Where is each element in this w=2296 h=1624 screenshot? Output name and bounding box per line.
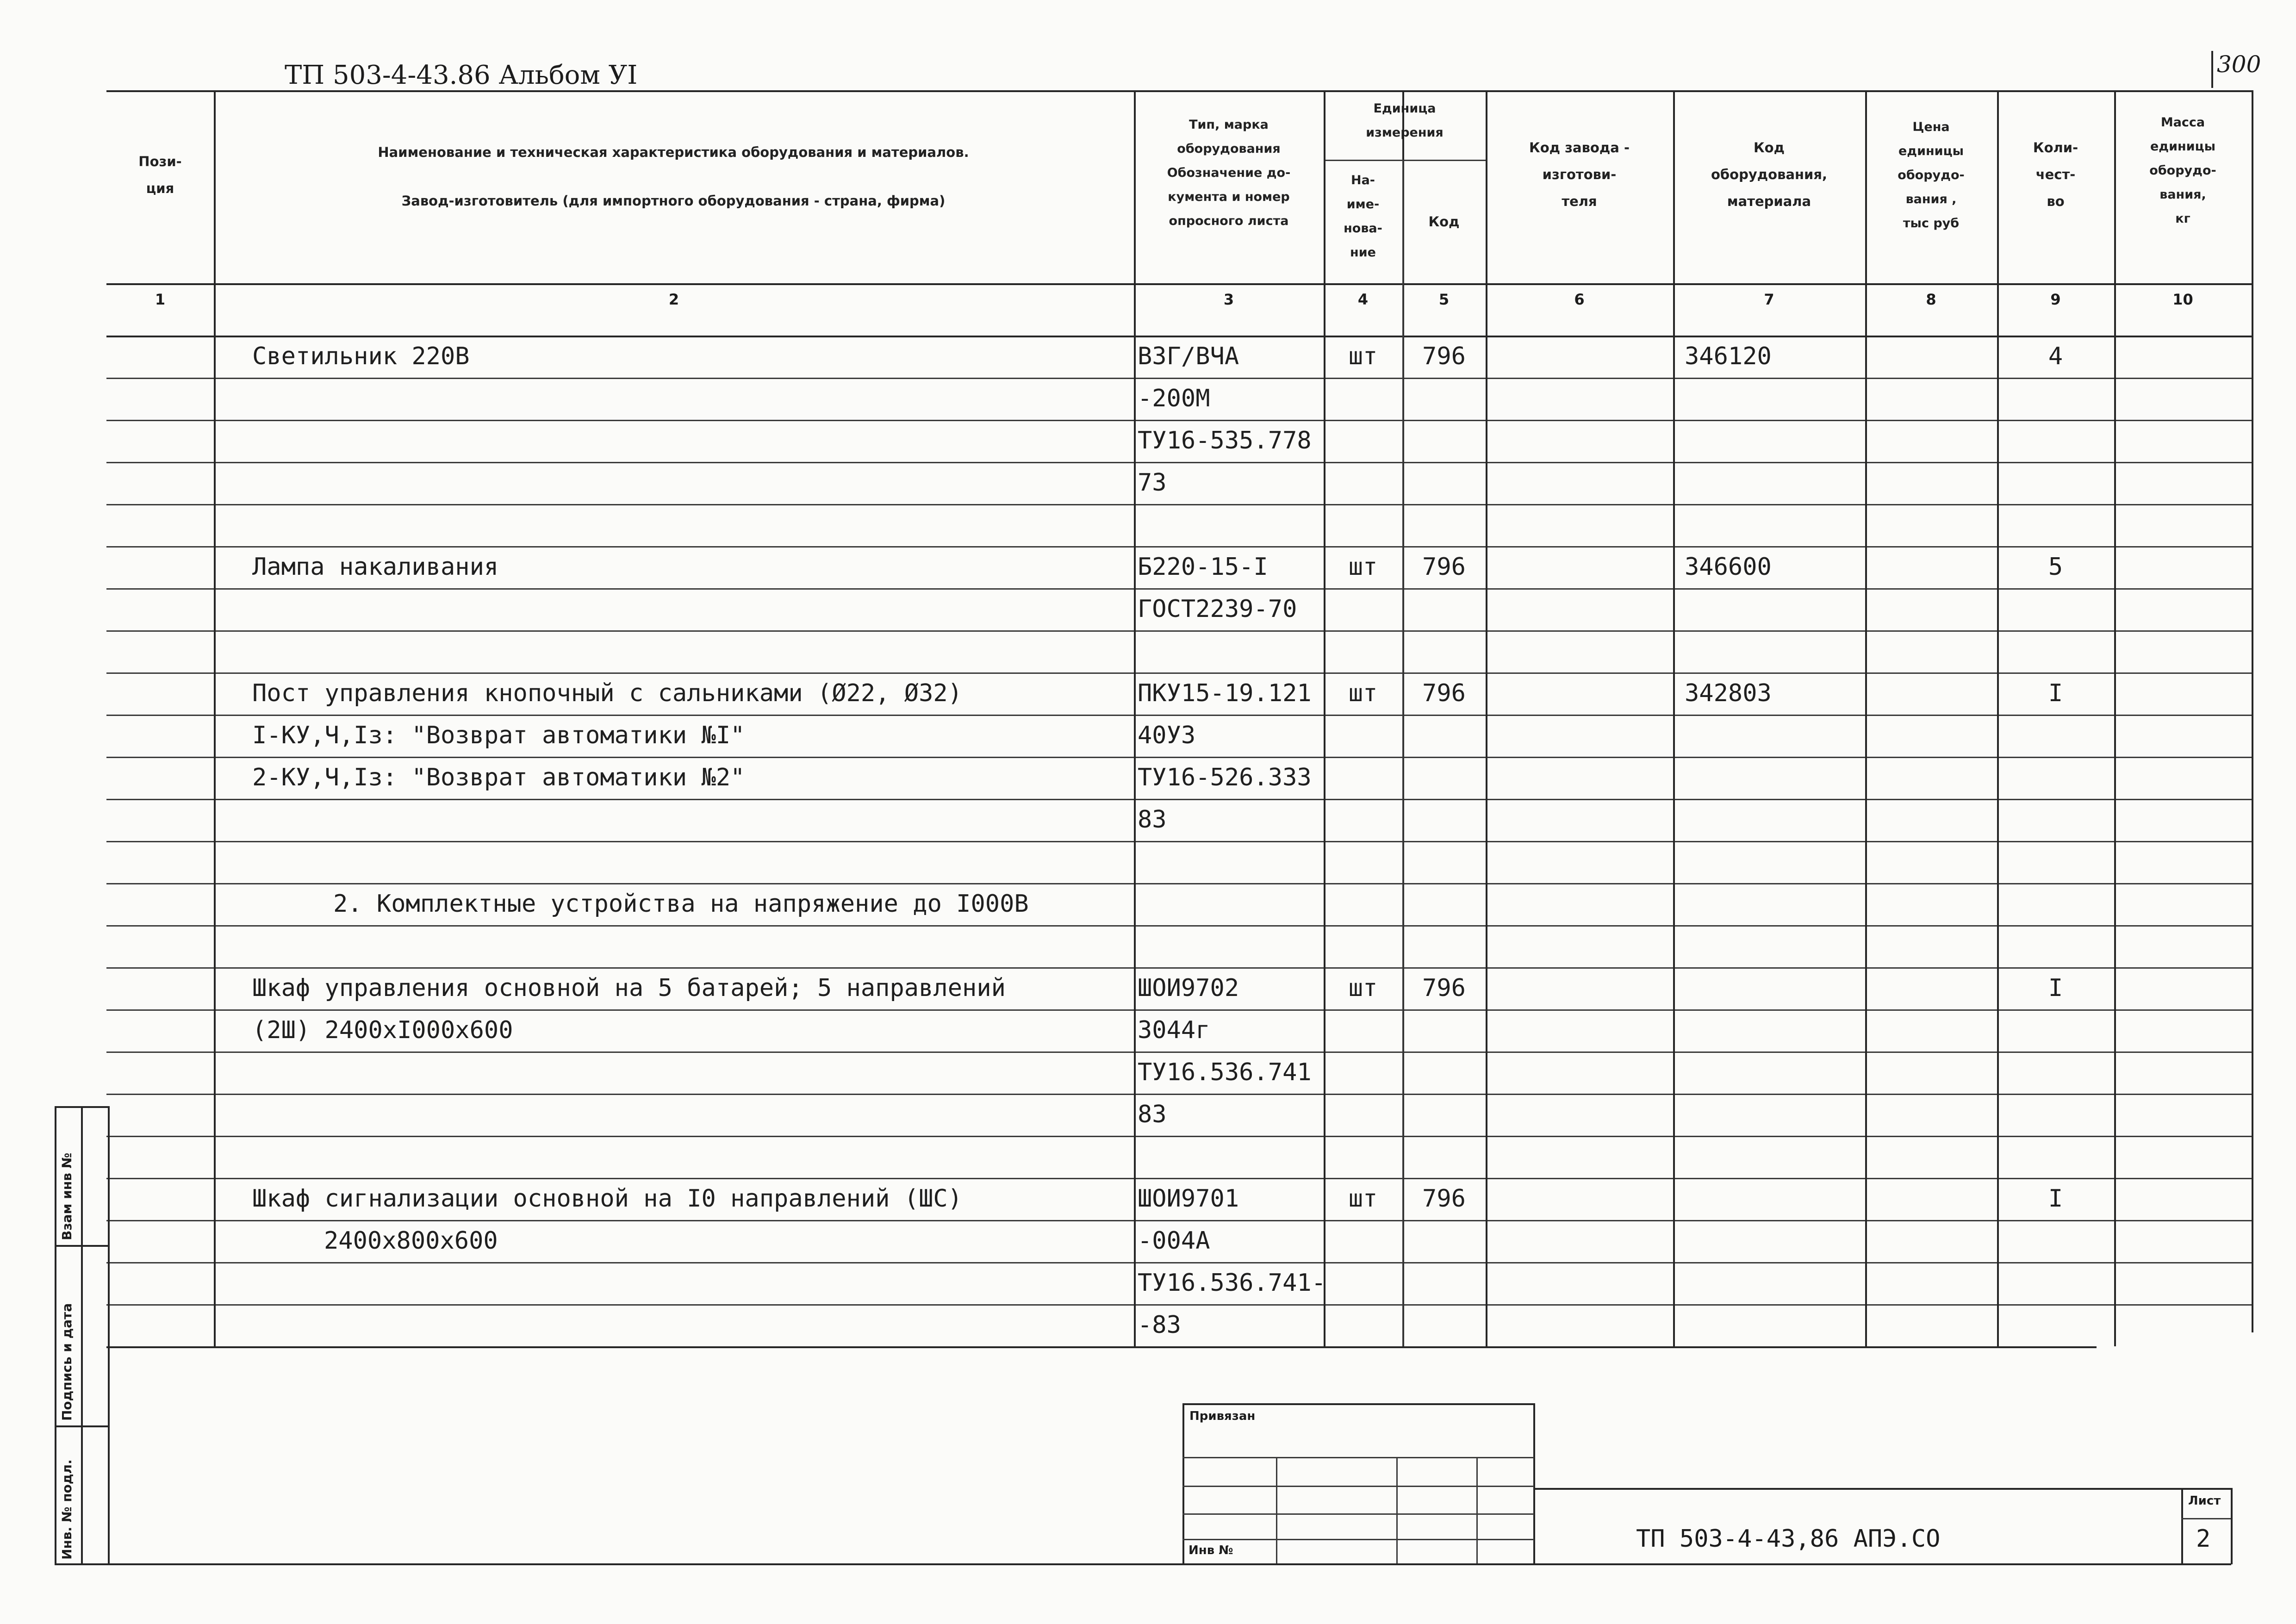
table-rule	[214, 90, 216, 1346]
sheet-label: Лист	[2188, 1494, 2221, 1508]
row-quantity: 4	[2048, 342, 2063, 370]
row-type: ШОИ9702	[1138, 974, 1239, 1002]
header-type: оборудования	[1177, 142, 1281, 156]
table-rule	[106, 925, 2252, 927]
column-number: 5	[1438, 291, 1450, 308]
table-rule	[106, 1136, 2252, 1137]
header-material-code: Код	[1753, 140, 1785, 156]
table-rule	[106, 504, 2252, 505]
header-mass: кг	[2175, 212, 2190, 226]
table-rule	[1865, 90, 1867, 1346]
row-type: ПКУ15-19.121	[1138, 679, 1312, 707]
header-type: Тип, марка	[1189, 118, 1269, 132]
table-rule	[1997, 90, 1999, 1346]
table-rule	[106, 1094, 2252, 1095]
table-rule	[1673, 90, 1675, 1346]
row-name: Пост управления кнопочный с сальниками (Ø22, Ø32)	[252, 679, 963, 707]
row-name: Светильник 220В	[252, 342, 470, 370]
row-material-code: 346120	[1685, 342, 1772, 370]
row-quantity: 5	[2048, 553, 2063, 581]
document-title: ТП 503-4-43.86 Альбом УI	[285, 60, 638, 90]
row-quantity: I	[2048, 679, 2063, 707]
row-name: Лампа накаливания	[252, 553, 499, 581]
header-type: кумента и номер	[1168, 190, 1290, 204]
row-type: 83	[1138, 806, 1167, 834]
header-price: единицы	[1898, 144, 1964, 158]
row-material-code: 346600	[1685, 553, 1772, 581]
row-type: 83	[1138, 1101, 1167, 1128]
header-mass: Масса	[2160, 115, 2205, 130]
side-label-podpis: Подпись и дата	[59, 1303, 75, 1421]
side-label-vzam: Взам инв №	[59, 1152, 75, 1240]
header-unit-name: нова-	[1344, 221, 1382, 236]
row-quantity: I	[2048, 974, 2063, 1002]
column-number: 3	[1223, 291, 1234, 308]
row-unit-code: 796	[1422, 679, 1466, 707]
header-price: оборудо-	[1898, 168, 1965, 182]
header-name: Наименование и техническая характеристика оборудования и материалов.	[378, 144, 969, 160]
header-position: ция	[146, 180, 174, 196]
table-rule	[106, 1346, 2097, 1348]
column-number: 7	[1764, 291, 1774, 308]
privyazan-label: Привязан	[1189, 1409, 1256, 1423]
row-unit: шт	[1348, 342, 1378, 370]
table-rule	[1324, 90, 1325, 1346]
table-rule	[106, 462, 2252, 463]
header-mass: единицы	[2150, 139, 2216, 154]
row-material-code: 342803	[1685, 679, 1772, 707]
header-mass: вания,	[2159, 187, 2206, 202]
row-name: 2-КУ,Ч,Iз: "Возврат автоматики №2"	[252, 764, 745, 791]
header-factory-code: теля	[1562, 193, 1597, 209]
table-rule	[106, 799, 2252, 800]
side-label-inv-podl: Инв. № подл.	[59, 1459, 75, 1560]
header-name: Завод-изготовитель (для импортного оборудования - страна, фирма)	[401, 193, 946, 209]
header-unit-name: ние	[1350, 245, 1376, 260]
row-type: ТУ16.536.741-	[1138, 1269, 1326, 1297]
column-number: 2	[668, 291, 679, 308]
table-rule	[106, 841, 2252, 842]
footer-code: ТП 503-4-43,86 АПЭ.СО	[1636, 1525, 1941, 1553]
column-number: 9	[2050, 291, 2061, 308]
table-rule	[106, 630, 2252, 632]
row-type: ТУ16.536.741	[1138, 1058, 1312, 1086]
row-name: Шкаф сигнализации основной на I0 направлений (ШС)	[252, 1185, 963, 1213]
row-type: ВЗГ/ВЧА	[1138, 342, 1239, 370]
header-unit-name: име-	[1346, 197, 1380, 212]
row-name: (2Ш) 2400хI000х600	[252, 1016, 513, 1044]
row-type: ШОИ9701	[1138, 1185, 1239, 1213]
row-name: I-КУ,Ч,Iз: "Возврат автоматики №I"	[252, 722, 745, 749]
header-quantity: Коли-	[2033, 140, 2078, 156]
header-position: Пози-	[138, 154, 182, 169]
table-rule	[106, 283, 2252, 285]
header-quantity: чест-	[2035, 167, 2076, 182]
header-unit-name: На-	[1350, 173, 1375, 187]
table-rule	[2252, 336, 2253, 1332]
row-name: 2400х800х600	[324, 1227, 498, 1255]
column-number: 8	[1926, 291, 1936, 308]
column-number: 4	[1357, 291, 1369, 308]
header-unit: Единица	[1373, 101, 1436, 116]
table-rule	[1324, 160, 1486, 161]
row-type: ТУ16-535.778	[1138, 427, 1312, 454]
header-factory-code: Код завода -	[1529, 140, 1630, 156]
row-type: 73	[1138, 469, 1167, 497]
header-material-code: оборудования,	[1711, 167, 1828, 182]
sheet-number: 2	[2196, 1525, 2211, 1553]
row-type: 40УЗ	[1138, 722, 1196, 749]
row-unit: шт	[1348, 679, 1378, 707]
row-quantity: I	[2048, 1185, 2063, 1213]
row-unit-code: 796	[1422, 1185, 1466, 1213]
row-type: ГОСТ2239-70	[1138, 595, 1297, 623]
header-quantity: во	[2047, 193, 2065, 209]
row-unit: шт	[1348, 974, 1378, 1002]
row-type: Б220-15-I	[1138, 553, 1268, 581]
row-unit-code: 796	[1422, 553, 1466, 581]
table-rule	[1486, 90, 1487, 1346]
header-type: опросного листа	[1169, 214, 1289, 228]
inv-no-label: Инв №	[1188, 1543, 1233, 1557]
row-type: 3044г	[1138, 1016, 1210, 1044]
row-name: Шкаф управления основной на 5 батарей; 5 направлений	[252, 974, 1006, 1002]
header-price: вания ,	[1905, 192, 1957, 206]
column-number: 6	[1574, 291, 1585, 308]
row-unit-code: 796	[1422, 974, 1466, 1002]
column-number: 1	[155, 291, 166, 308]
column-number: 10	[2172, 291, 2193, 308]
header-price: Цена	[1912, 120, 1950, 134]
table-rule	[1134, 90, 1136, 1346]
corner-number: 300	[2217, 51, 2261, 78]
row-type: -83	[1138, 1311, 1181, 1339]
table-rule	[106, 90, 2252, 92]
header-price: тыс руб	[1903, 216, 1960, 230]
header-type: Обозначение до-	[1167, 166, 1291, 180]
row-name: 2. Комплектные устройства на напряжение до I000В	[333, 890, 1029, 918]
header-mass: оборудо-	[2149, 163, 2216, 178]
table-rule	[2114, 90, 2116, 1346]
header-unit-code: Код	[1428, 214, 1460, 230]
header-unit: измерения	[1366, 125, 1444, 140]
header-factory-code: изготови-	[1542, 167, 1617, 182]
row-unit: шт	[1348, 1185, 1378, 1213]
header-material-code: материала	[1727, 193, 1811, 209]
row-unit-code: 796	[1422, 342, 1466, 370]
row-type: -200М	[1138, 385, 1210, 412]
row-type: ТУ16-526.333	[1138, 764, 1312, 791]
row-unit: шт	[1348, 553, 1378, 581]
table-rule	[2252, 90, 2253, 336]
row-type: -004А	[1138, 1227, 1210, 1255]
